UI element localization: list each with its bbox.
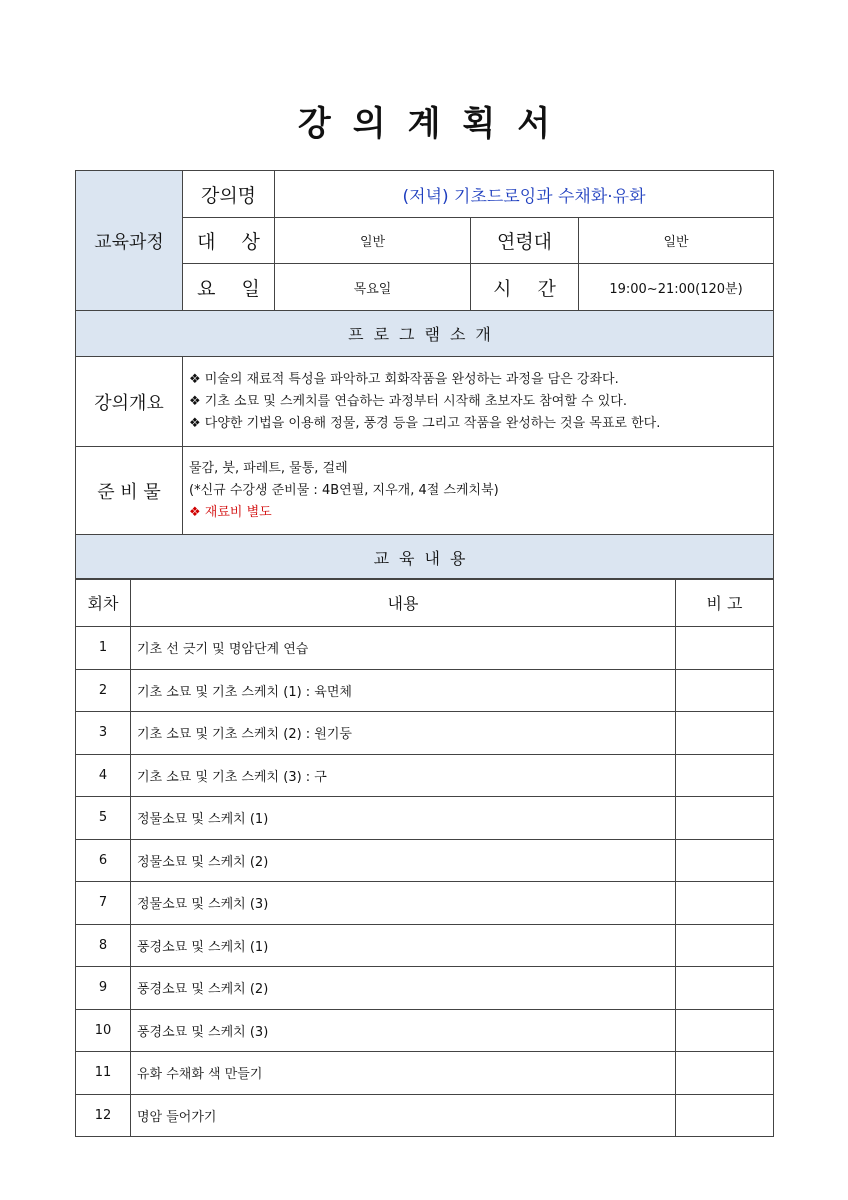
table-row: [76, 712, 774, 755]
table-row: [76, 1094, 774, 1137]
session-number: 8: [76, 924, 131, 967]
day-value: 목요일: [275, 264, 471, 311]
target-value: 일반: [275, 218, 471, 264]
session-content: 명암 들어가기: [131, 1094, 676, 1137]
table-row: [76, 1052, 774, 1095]
session-content: 풍경소묘 및 스케치 (3): [131, 1009, 676, 1052]
lecture-name-label: 강의명: [183, 171, 275, 218]
curriculum-table: [75, 578, 774, 1137]
session-content: 풍경소묘 및 스케치 (2): [131, 967, 676, 1010]
course-info-table: [75, 170, 774, 580]
table-row: [76, 967, 774, 1010]
session-note: [676, 924, 774, 967]
note-column-header: 비 고: [676, 579, 774, 627]
supplies-line: 물감, 붓, 파레트, 물통, 걸레: [189, 460, 348, 476]
session-note: [676, 1009, 774, 1052]
time-value: 19:00~21:00(120분): [579, 264, 774, 311]
session-number: 5: [76, 797, 131, 840]
table-row: [76, 839, 774, 882]
overview-item: ❖ 미술의 재료적 특성을 파악하고 회화작품을 완성하는 과정을 담은 강좌다.: [189, 371, 619, 387]
table-row: [76, 627, 774, 670]
program-heading: 프로그램소개: [76, 311, 774, 357]
session-column-header: 회차: [76, 579, 131, 627]
table-row: [76, 754, 774, 797]
session-content: 기초 소묘 및 기초 스케치 (3) : 구: [131, 754, 676, 797]
session-number: 4: [76, 754, 131, 797]
session-note: [676, 1094, 774, 1137]
target-label: 대 상: [183, 218, 275, 264]
session-content: 기초 소묘 및 기초 스케치 (1) : 육면체: [131, 669, 676, 712]
session-note: [676, 712, 774, 755]
material-fee-note: ❖ 재료비 별도: [189, 504, 272, 520]
table-row: [76, 669, 774, 712]
session-content: 정물소묘 및 스케치 (1): [131, 797, 676, 840]
overview-list: [183, 357, 774, 447]
session-note: [676, 797, 774, 840]
session-content: 정물소묘 및 스케치 (3): [131, 882, 676, 925]
session-number: 12: [76, 1094, 131, 1137]
session-number: 2: [76, 669, 131, 712]
time-label: 시 간: [471, 264, 579, 311]
lecture-name: (저녁) 기초드로잉과 수채화·유화: [275, 171, 774, 218]
session-content: 기초 소묘 및 기초 스케치 (2) : 원기둥: [131, 712, 676, 755]
session-note: [676, 627, 774, 670]
session-note: [676, 754, 774, 797]
session-number: 10: [76, 1009, 131, 1052]
session-content: 유화 수채화 색 만들기: [131, 1052, 676, 1095]
day-label: 요 일: [183, 264, 275, 311]
session-number: 3: [76, 712, 131, 755]
session-number: 1: [76, 627, 131, 670]
age-label: 연령대: [471, 218, 579, 264]
session-number: 6: [76, 839, 131, 882]
curriculum-heading: 교육내용: [76, 535, 774, 580]
session-note: [676, 669, 774, 712]
table-row: [76, 1009, 774, 1052]
session-content: 정물소묘 및 스케치 (2): [131, 839, 676, 882]
supplies-label: 준 비 물: [76, 447, 183, 535]
table-row: [76, 924, 774, 967]
session-note: [676, 1052, 774, 1095]
overview-item: ❖ 기초 소묘 및 스케치를 연습하는 과정부터 시작해 초보자도 참여할 수 있다.: [189, 393, 627, 409]
session-number: 9: [76, 967, 131, 1010]
session-content: 기초 선 긋기 및 명암단계 연습: [131, 627, 676, 670]
session-number: 11: [76, 1052, 131, 1095]
page-title: 강의계획서: [297, 104, 573, 144]
supplies-line: (*신규 수강생 준비물 : 4B연필, 지우개, 4절 스케치북): [189, 482, 499, 498]
supplies-list: [183, 447, 774, 535]
content-column-header: 내용: [131, 579, 676, 627]
session-note: [676, 839, 774, 882]
table-row: [76, 882, 774, 925]
session-number: 7: [76, 882, 131, 925]
session-note: [676, 882, 774, 925]
table-row: [76, 797, 774, 840]
overview-label: 강의개요: [76, 357, 183, 447]
age-value: 일반: [579, 218, 774, 264]
course-category-label: 교육과정: [76, 171, 183, 311]
overview-item: ❖ 다양한 기법을 이용해 정물, 풍경 등을 그리고 작품을 완성하는 것을 목표로 한다.: [189, 415, 661, 431]
session-content: 풍경소묘 및 스케치 (1): [131, 924, 676, 967]
session-note: [676, 967, 774, 1010]
